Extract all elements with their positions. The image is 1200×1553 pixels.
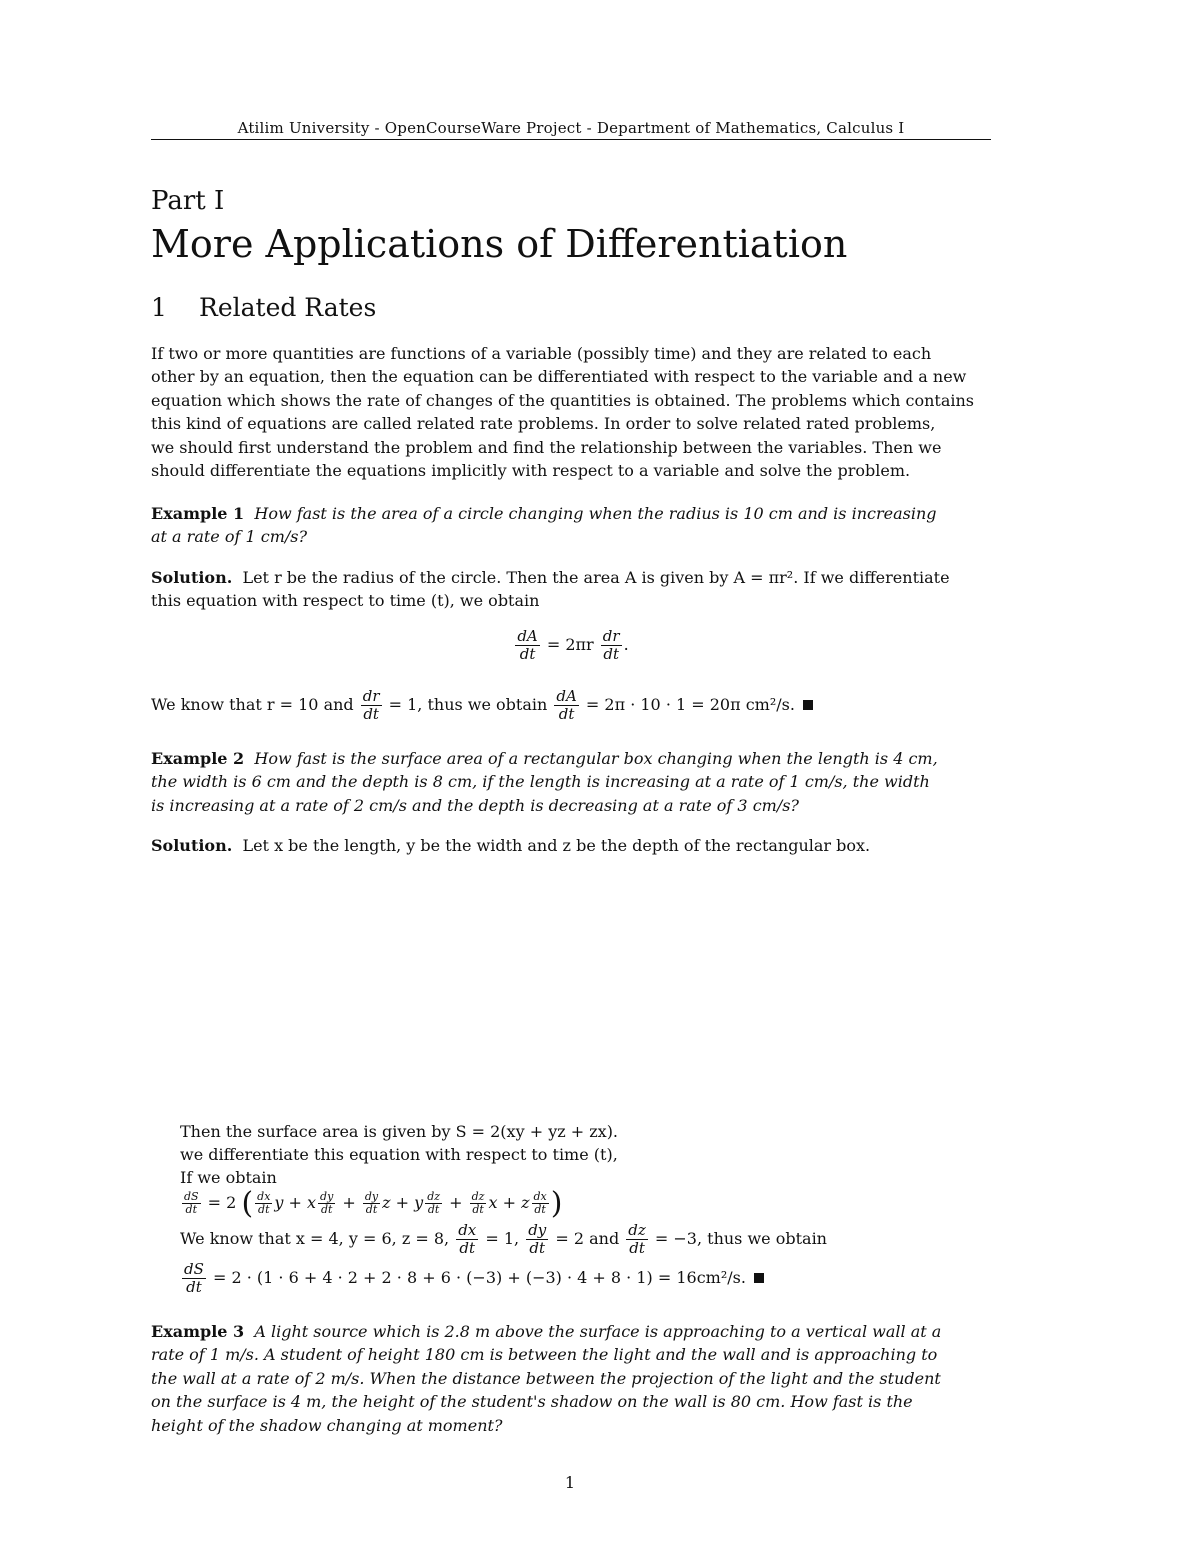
known-values-line: We know that x = 4, y = 6, z = 8, $\frac{dx}{dt}$ = 1, $\frac{dy}{dt}$ = 2 and $\frac{dz}{dt}$ = −3, thus we obtain xyxy=(180,1221,827,1257)
fraction: $\frac{dy}{dt}$ xyxy=(320,1190,334,1216)
part-label: Part I xyxy=(151,186,225,216)
example-text: the width is 6 cm and the depth is 8 cm, if the length is increasing at a rate of 1 cm/s, the width xyxy=(151,772,930,792)
example-2 xyxy=(151,747,991,817)
derivation-line: Then the surface area is given by S = 2(xy + yz + zx). xyxy=(180,1122,619,1141)
example-text: height of the shadow changing at moment? xyxy=(151,1415,503,1435)
fraction: $\frac{dx}{dt}$ xyxy=(533,1190,547,1216)
intro-line: should differentiate the equations implicitly with respect to a variable and solve the problem. xyxy=(151,461,911,481)
derivation-line: we differentiate this equation with respect to time (t), xyxy=(180,1145,618,1164)
section-title: Related Rates xyxy=(199,293,377,322)
example-text: at a rate of 1 cm/s? xyxy=(151,527,308,547)
intro-paragraph xyxy=(151,342,991,482)
fraction: $\frac{dy}{dt}$ xyxy=(528,1221,547,1257)
chapter-title: More Applications of Differentiation xyxy=(151,222,848,266)
fraction: $\frac{dz}{dt}$ xyxy=(471,1190,485,1216)
fraction: $\frac{dz}{dt}$ xyxy=(427,1190,441,1216)
running-header: Atilim University - OpenCourseWare Project - Department of Mathematics, Calculus I xyxy=(237,119,905,137)
intro-line: we should first understand the problem and find the relationship between the variables. Then we xyxy=(151,437,942,457)
equation-dA-dt: $\frac{dA}{dt}$ = 2πr $\frac{dr}{dt}$ . xyxy=(517,627,629,663)
example-text: How fast is the surface area of a rectangular box changing when the length is 4 cm, xyxy=(254,749,938,768)
example-text: A light source which is 2.8 m above the surface is approaching to a vertical wall at a xyxy=(254,1322,942,1341)
intro-line: If two or more quantities are functions of a variable (possibly time) and they are related to each xyxy=(151,344,932,363)
result-line: $\frac{dS}{dt}$ = 2 · (1 · 6 + 4 · 2 + 2 · 8 + 6 · (−3) + (−3) · 4 + 8 · 1) = 16cm²/s. xyxy=(180,1261,827,1296)
example-text: is increasing at a rate of 2 cm/s and the depth is decreasing at a rate of 3 cm/s? xyxy=(151,795,799,815)
fraction: $\frac{dy}{dt}$ xyxy=(364,1190,379,1216)
example-text: rate of 1 m/s. A student of height 180 cm is between the light and the wall and is approaching to xyxy=(151,1345,938,1365)
section-number: 1 xyxy=(151,293,167,322)
intro-line: other by an equation, then the equation can be differentiated with respect to the variable and a new xyxy=(151,367,967,387)
fraction: $\frac{dA}{dt}$ xyxy=(517,627,538,663)
derivative-expression: $\frac{dS}{dt}$ = 2 ( $\frac{dx}{dt}$ y + x $\frac{dy}{dt}$ + $\frac{dy}{dt}$ z + y $\frac{dz}{dt}$ + $\frac{dz}{dt}$ x + z $\frac{dx}{dt}$ ) xyxy=(184,1186,563,1221)
example-label: Example 2 xyxy=(151,749,245,768)
fraction: $\frac{dx}{dt}$ xyxy=(257,1190,271,1216)
example-text: How fast is the area of a circle changing when the radius is 10 cm and is increasing xyxy=(254,504,937,523)
header-rule xyxy=(151,139,991,140)
solution-1 xyxy=(151,566,991,613)
fraction: $\frac{dS}{dt}$ xyxy=(184,1260,204,1296)
qed-square-icon xyxy=(803,700,813,710)
fraction: $\frac{dx}{dt}$ xyxy=(458,1221,477,1257)
qed-square-icon xyxy=(754,1273,764,1283)
fraction: $\frac{dS}{dt}$ xyxy=(184,1190,199,1216)
solution-text: Let r be the radius of the circle. Then the area A is given by A = πr². If we differentiate xyxy=(242,568,950,587)
fraction: $\frac{dz}{dt}$ xyxy=(628,1221,646,1257)
example-label: Example 1 xyxy=(151,504,245,523)
solution-label: Solution. xyxy=(151,568,233,587)
fraction: $\frac{dr}{dt}$ xyxy=(602,627,620,663)
example-label: Example 3 xyxy=(151,1322,245,1341)
section-heading xyxy=(151,293,376,322)
solution-text: this equation with respect to time (t), we obtain xyxy=(151,591,540,611)
fraction: $\frac{dA}{dt}$ xyxy=(556,687,577,723)
derivation-line: If we obtain xyxy=(180,1168,277,1187)
solution-text: Let x be the length, y be the width and z be the depth of the rectangular box. xyxy=(242,836,871,855)
example-3 xyxy=(151,1320,991,1437)
fraction: $\frac{dr}{dt}$ xyxy=(362,687,380,723)
example-1 xyxy=(151,502,991,549)
example-1-result: We know that r = 10 and $\frac{dr}{dt}$ = 1, thus we obtain $\frac{dA}{dt}$ = 2π · 10 · 1 = 20π cm²/s. xyxy=(151,688,991,723)
page-number: 1 xyxy=(564,1473,576,1492)
intro-line: this kind of equations are called related rate problems. In order to solve related rated problems, xyxy=(151,414,936,434)
intro-line: equation which shows the rate of changes of the quantities is obtained. The problems which contains xyxy=(151,390,975,410)
example-text: on the surface is 4 m, the height of the student's shadow on the wall is 80 cm. How fast is the xyxy=(151,1392,913,1412)
solution-label: Solution. xyxy=(151,836,233,855)
solution-2 xyxy=(151,834,991,857)
surface-area-derivation xyxy=(180,1120,827,1296)
example-text: the wall at a rate of 2 m/s. When the distance between the projection of the light and the student xyxy=(151,1368,941,1388)
